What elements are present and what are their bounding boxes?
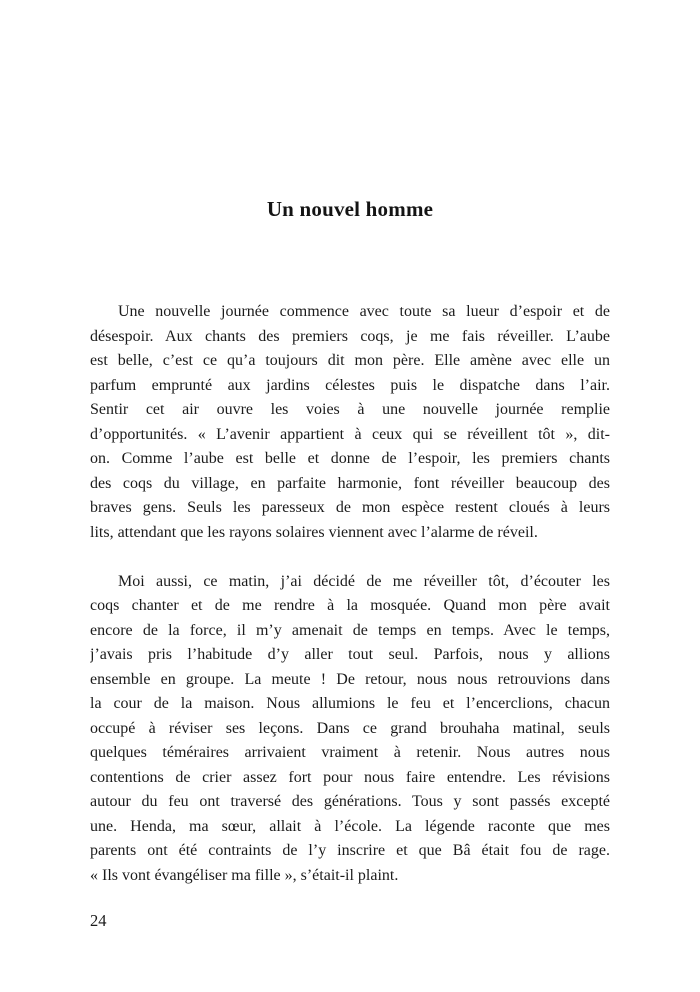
- text-line: une. Henda, ma sœur, allait à l’école. La légende raconte que mes: [90, 817, 610, 835]
- page-number: 24: [90, 911, 107, 930]
- page-body: [90, 300, 610, 888]
- text-line: Moi aussi, ce matin, j’ai décidé de me réveiller tôt, d’écouter les: [118, 572, 610, 590]
- text-line: coqs chanter et de me rendre à la mosquée. Quand mon père avait: [90, 597, 610, 614]
- paragraph: [90, 300, 610, 545]
- text-line: Sentir cet air ouvre les voies à une nouvelle journée remplie: [90, 401, 610, 418]
- page-footer: [90, 909, 107, 933]
- chapter-title: Un nouvel homme: [266, 197, 434, 221]
- text-line: on. Comme l’aube est belle et donne de l’espoir, les premiers chants: [90, 450, 610, 467]
- text-line: est belle, c’est ce qu’a toujours dit mon père. Elle amène avec elle un: [90, 352, 610, 369]
- text-line: j’avais pris l’habitude d’y aller tout seul. Parfois, nous y allions: [90, 646, 610, 663]
- text-line: lits, attendant que les rayons solaires viennent avec l’alarme de réveil.: [90, 523, 538, 541]
- text-line: d’opportunités. « L’avenir appartient à ceux qui se réveillent tôt », dit-: [90, 425, 610, 443]
- text-line: Une nouvelle journée commence avec toute sa lueur d’espoir et de: [118, 303, 610, 320]
- text-line: « Ils vont évangéliser ma fille », s’était-il plaint.: [90, 866, 399, 884]
- text-line: autour du feu ont traversé des générations. Tous y sont passés excepté: [90, 793, 610, 810]
- text-line: braves gens. Seuls les paresseux de mon espèce restent cloués à leurs: [90, 499, 610, 516]
- text-line: occupé à réviser ses leçons. Dans ce grand brouhaha matinal, seuls: [90, 719, 610, 737]
- text-line: parfum emprunté aux jardins célestes puis le dispatche dans l’air.: [90, 376, 610, 394]
- text-line: désespoir. Aux chants des premiers coqs, je me fais réveiller. L’aube: [90, 327, 610, 345]
- text-line: encore de la force, il m’y amenait de temps en temps. Avec le temps,: [90, 621, 610, 639]
- text-line: quelques téméraires arrivaient vraiment à retenir. Nous autres nous: [90, 744, 610, 761]
- text-line: la cour de la maison. Nous allumions le feu et l’encerclions, chacun: [90, 695, 610, 712]
- text-line: parents ont été contraints de l’y inscrire et que Bâ était fou de rage.: [90, 842, 610, 859]
- paragraph: [90, 570, 610, 889]
- text-line: ensemble en groupe. La meute ! De retour, nous nous retrouvions dans: [90, 670, 610, 688]
- text-line: contentions de crier assez fort pour nous faire entendre. Les révisions: [90, 768, 610, 786]
- text-line: des coqs du village, en parfaite harmonie, font réveiller beaucoup des: [90, 474, 610, 492]
